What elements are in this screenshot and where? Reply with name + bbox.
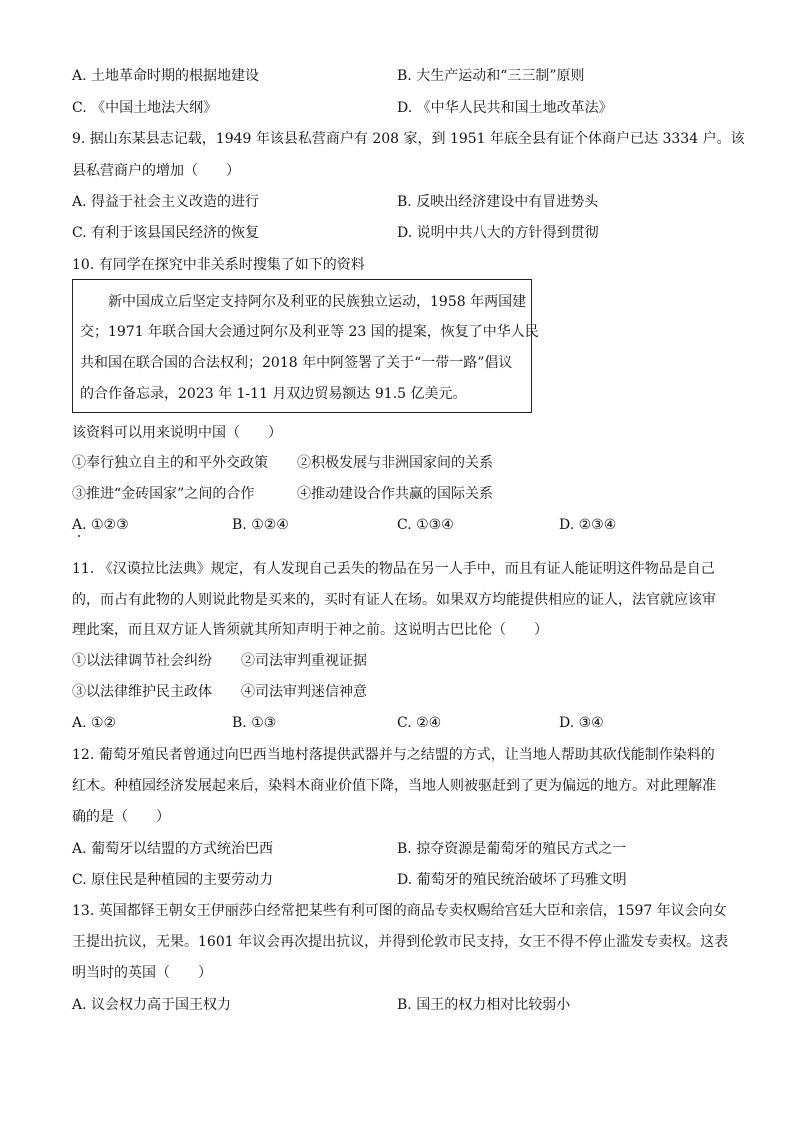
q10-material-line-4: 的合作备忘录，2023 年 1-11 月双边贸易额达 91.5 亿美元。 <box>80 386 467 402</box>
q10-statement-1: ①奉行独立自主的和平外交政策 <box>72 455 268 471</box>
q11-statement-1: ①以法律调节社会纠纷 <box>72 653 212 669</box>
q13-option-a: A. 议会权力高于国王权力 <box>72 997 232 1013</box>
q10-question: 该资料可以用来说明中国（ ） <box>72 425 282 441</box>
q11-stem-line-1: 11. 《汉谟拉比法典》规定，有人发现自己丢失的物品在另一人手中，而且有证人能证明这件物品是自己 <box>72 561 715 577</box>
q12-stem-line-2: 红木。种植园经济发展起来后，染料木商业价值下降，当地人则被驱赶到了更为偏远的地方。对此理解准 <box>72 778 716 794</box>
q10-material-line-1: 新中国成立后坚定支持阿尔及利亚的民族独立运动，1958 年两国建 <box>80 294 527 310</box>
q12-stem-line-1: 12. 葡萄牙殖民者曾通过向巴西当地村落提供武器并与之结盟的方式，让当地人帮助其砍伐能制作染料的 <box>72 747 715 763</box>
q8-option-b: B. 大生产运动和“三三制”原则 <box>397 68 585 84</box>
q11-stem-line-3: 理此案，而且双方证人皆须就其所知声明于神之前。这说明古巴比伦（ ） <box>72 622 548 638</box>
q10-statement-4: ④推动建设合作共赢的国际关系 <box>297 486 493 502</box>
q11-statement-2: ②司法审判重视证据 <box>241 653 367 669</box>
q9-stem-line-1: 9. 据山东某县志记载，1949 年该县私营商户有 208 家，到 1951 年底全县有证个体商户已达 3334 户。该 <box>72 131 745 147</box>
q9-stem-line-2: 县私营商户的增加（ ） <box>72 163 240 179</box>
q12-option-a: A. 葡萄牙以结盟的方式统治巴西 <box>72 841 274 857</box>
stray-dot <box>78 535 80 537</box>
q9-option-a: A. 得益于社会主义改造的进行 <box>72 194 260 210</box>
q10-material-line-3: 共和国在联合国的合法权利；2018 年中阿签署了关于“一带一路”倡议 <box>80 355 513 371</box>
q13-stem-line-3: 明当时的英国（ ） <box>72 965 212 981</box>
q11-statement-4: ④司法审判迷信神意 <box>241 684 367 700</box>
q10-statement-2: ②积极发展与非洲国家间的关系 <box>297 455 493 471</box>
q10-stem: 10. 有同学在探究中非关系时搜集了如下的资料 <box>72 257 365 273</box>
q12-stem-line-3: 确的是（ ） <box>72 809 170 825</box>
q11-option-c: C. ②④ <box>397 715 442 731</box>
q12-option-d: D. 葡萄牙的殖民统治破坏了玛雅文明 <box>397 872 627 888</box>
q10-material-line-2: 交；1971 年联合国大会通过阿尔及利亚等 23 国的提案，恢复了中华人民 <box>80 324 539 340</box>
q10-statement-3: ③推进“金砖国家”之间的合作 <box>72 486 255 502</box>
q13-stem-line-1: 13. 英国都铎王朝女王伊丽莎白经常把某些有利可图的商品专卖权赐给宫廷大臣和亲信，1597 年议会向女 <box>72 903 727 919</box>
q8-option-d: D. 《中华人民共和国土地改革法》 <box>397 100 613 116</box>
q12-option-b: B. 掠夺资源是葡萄牙的殖民方式之一 <box>397 841 627 857</box>
q12-option-c: C. 原住民是种植园的主要劳动力 <box>72 872 274 888</box>
q10-material-box <box>72 279 539 413</box>
q11-option-d: D. ③④ <box>559 715 604 731</box>
q8-option-c: C. 《中国土地法大纲》 <box>72 100 218 116</box>
q10-option-c: C. ①③④ <box>397 517 454 533</box>
q9-option-b: B. 反映出经济建设中有冒进势头 <box>397 194 599 210</box>
q11-option-b: B. ①③ <box>232 715 277 731</box>
q9-option-c: C. 有利于该县国民经济的恢复 <box>72 225 260 241</box>
q10-option-a: A. ①②③ <box>72 517 129 533</box>
q13-option-b: B. 国王的权力相对比较弱小 <box>397 997 571 1013</box>
q11-statement-3: ③以法律维护民主政体 <box>72 684 212 700</box>
q10-option-d: D. ②③④ <box>559 517 617 533</box>
q13-stem-line-2: 王提出抗议，无果。1601 年议会再次提出抗议，并得到伦敦市民支持，女王不得不停止滥发专卖权。这表 <box>72 934 729 950</box>
q11-option-a: A. ①② <box>72 715 117 731</box>
q9-option-d: D. 说明中共八大的方针得到贯彻 <box>397 225 599 241</box>
q11-stem-line-2: 的，而占有此物的人则说此物是买来的，买时有证人在场。如果双方均能提供相应的证人，法官就应该审 <box>72 592 716 608</box>
q8-option-a: A. 土地革命时期的根据地建设 <box>72 68 260 84</box>
q10-option-b: B. ①②④ <box>232 517 289 533</box>
